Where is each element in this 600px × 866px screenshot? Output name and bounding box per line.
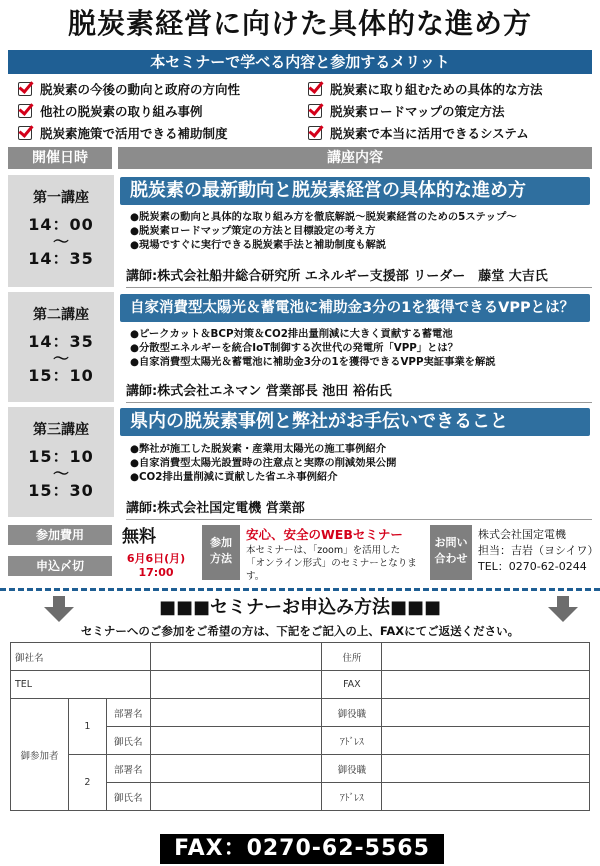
lecture-2-date: 第二講座 14：35 ～ 15：10: [8, 292, 114, 402]
apply-title: ■■■セミナーお申込み方法■■■: [158, 597, 442, 618]
participant-2-position-field[interactable]: [382, 755, 590, 783]
fee-label: 参加費用: [8, 525, 112, 545]
company-label: 御社名: [11, 643, 151, 671]
checkbox-icon: [18, 126, 32, 140]
address-field[interactable]: [382, 643, 590, 671]
benefit-item: 脱炭素で本当に活用できるシステム: [308, 123, 588, 142]
lecture-3-date: 第三講座 15：10 ～ 15：30: [8, 407, 114, 517]
participant-2-dept-field[interactable]: [150, 755, 322, 783]
participant-2-email-field[interactable]: [382, 783, 590, 811]
checkbox-icon: [308, 82, 322, 96]
benefit-item: 脱炭素ロードマップの策定方法: [308, 101, 588, 120]
participant-1-name-label: 御氏名: [106, 727, 150, 755]
lecture-1-date: 第一講座 14：00 ～ 14：35: [8, 175, 114, 287]
participant-2-email-label: ｱﾄﾞﾚｽ: [322, 783, 382, 811]
participant-1-position-label: 御役職: [322, 699, 382, 727]
lecture-3-lecturer: 講師:株式会社国定電機 営業部: [126, 497, 592, 520]
participant-1-dept-field[interactable]: [150, 699, 322, 727]
checkbox-icon: [308, 126, 322, 140]
participant-1-name-field[interactable]: [150, 727, 322, 755]
lecture-2-title: 自家消費型太陽光＆蓄電池に補助金3分の1を獲得できるVPPとは？: [120, 294, 590, 322]
lecture-1-title: 脱炭素の最新動向と脱炭素経営の具体的な進め方: [120, 177, 590, 205]
lecture-3-bullets: ●弊社が施工した脱炭素・産業用太陽光の施工事例紹介 ●自家消費型太陽光設置時の注意点と実際の削減効果公開 ●CO2排出量削減に貢献した省エネ事例紹介: [130, 443, 397, 483]
tel-field[interactable]: [150, 671, 322, 699]
contact-label: お問い 合わせ: [430, 525, 472, 580]
lecture-2-lecturer: 講師:株式会社エネマン 営業部長 池田 裕佑氏: [126, 380, 592, 403]
participant-1-email-label: ｱﾄﾞﾚｽ: [322, 727, 382, 755]
participant-2-name-field[interactable]: [150, 783, 322, 811]
fee-value: 無料: [122, 527, 156, 547]
fax-number: FAX：0270-62-5565: [160, 834, 444, 864]
benefit-item: 他社の脱炭素の取り組み事例: [18, 101, 308, 120]
participants-label: 御参加者: [11, 699, 69, 811]
application-form: [10, 642, 590, 811]
lecture-1-lecturer: 講師:株式会社船井総合研究所 エネルギー支援部 リーダー 藤堂 大吉氏: [126, 265, 592, 288]
company-field[interactable]: [150, 643, 322, 671]
address-label: 住所: [322, 643, 382, 671]
schedule-content-header: 講座内容: [118, 147, 592, 169]
fax-field[interactable]: [382, 671, 590, 699]
deadline-value: 6月6日(月) 17:00: [126, 552, 186, 579]
benefit-item: 脱炭素に取り組むための具体的な方法: [308, 79, 588, 98]
participant-2-name-label: 御氏名: [106, 783, 150, 811]
participant-1-number: 1: [68, 699, 106, 755]
participant-1-email-field[interactable]: [382, 727, 590, 755]
method-label: 参加 方法: [202, 525, 240, 580]
dashed-divider: [0, 588, 600, 591]
page-title: 脱炭素経営に向けた具体的な進め方: [67, 7, 532, 40]
checkbox-icon: [308, 104, 322, 118]
checkbox-icon: [18, 104, 32, 118]
participant-2-position-label: 御役職: [322, 755, 382, 783]
lecture-1-bullets: ●脱炭素の動向と具体的な取り組み方を徹底解説～脱炭素経営のための5ステップ～ ●脱炭素ロードマップ策定の方法と目標設定の考え方 ●現場ですぐに実行できる脱炭素手法と補助制度も解説: [130, 211, 517, 251]
benefits-banner: 本セミナーで学べる内容と参加するメリット: [8, 50, 592, 74]
deadline-label: 申込〆切: [8, 556, 112, 576]
schedule-date-header: 開催日時: [8, 147, 112, 169]
lecture-3-title: 県内の脱炭素事例と弊社がお手伝いできること: [120, 408, 590, 436]
apply-note: セミナーへのご参加をご希望の方は、下記をご記入の上、FAXにてご返送ください。: [80, 624, 520, 638]
fax-label: FAX: [322, 671, 382, 699]
contact-info: 株式会社国定電機 担当：吉岩（ヨシイワ） TEL：0270-62-0244: [478, 528, 599, 573]
participant-2-dept-label: 部署名: [106, 755, 150, 783]
checkbox-icon: [18, 82, 32, 96]
benefit-item: 脱炭素施策で活用できる補助制度: [18, 123, 308, 142]
participant-1-dept-label: 部署名: [106, 699, 150, 727]
tel-label: TEL: [11, 671, 151, 699]
benefits-list: [18, 79, 588, 142]
lecture-2-bullets: ●ピークカット＆BCP対策＆CO2排出量削減に大きく貢献する蓄電池 ●分散型エネルギーを統合IoT制御する次世代の発電所「VPP」とは？ ●自家消費型太陽光＆蓄電池に補助金3分の1を獲得できるVPP実証事業を解説: [130, 328, 496, 368]
participant-1-position-field[interactable]: [382, 699, 590, 727]
method-text: 安心、安全のWEBセミナー 本セミナーは、「zoom」を活用した 「オンライン形式」のセミナーとなります。: [246, 527, 417, 582]
benefit-item: 脱炭素の今後の動向と政府の方向性: [18, 79, 308, 98]
participant-2-number: 2: [68, 755, 106, 811]
